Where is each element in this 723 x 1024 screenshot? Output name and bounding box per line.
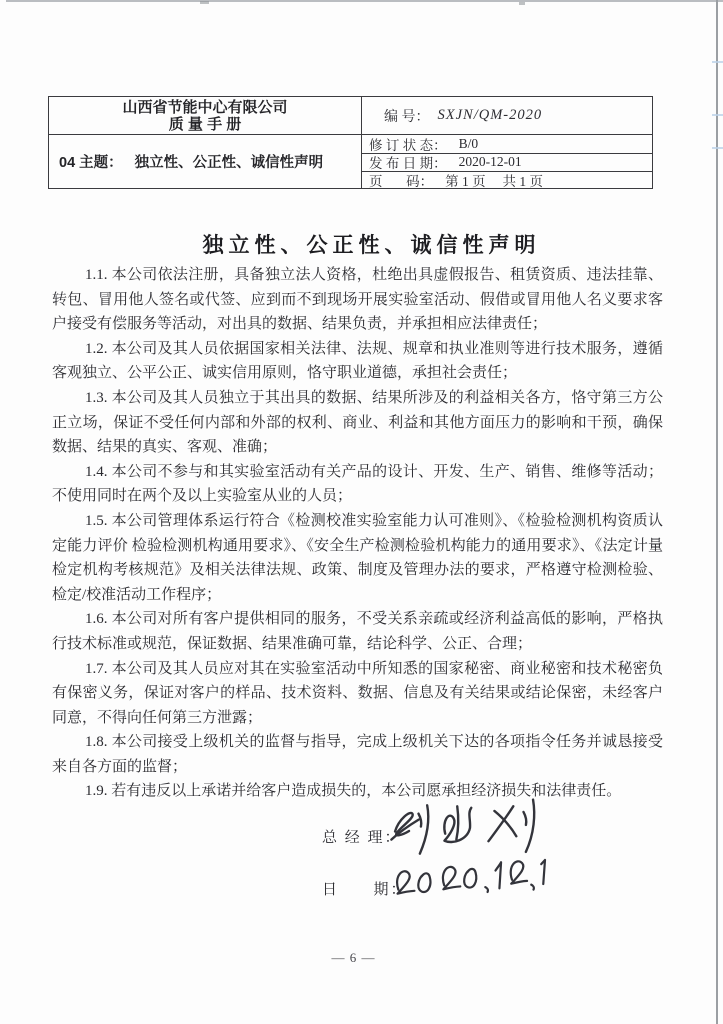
revision-status-cell bbox=[361, 134, 652, 153]
clause-1-1: 1.1. 本公司依法注册，具备独立法人资格，杜绝出具虚假报告、租赁资质、违法挂靠、转包、冒用他人签名或代签、应到而不到现场开展实验室活动、假借或冒用他人名义要求客户接受有偿服务等活动，对出具的数据、结果负责，并承担相应法律责任； bbox=[52, 267, 663, 333]
footer-page-number: — 6 — bbox=[331, 950, 376, 965]
clause-1-7: 1.7. 本公司及其人员应对其在实验室活动中所知悉的国家秘密、商业秘密和技术秘密负有保密义务，保证对客户的样品、技术资料、数据、信息及有关结果或结论保密，未经客户同意，不得向任何第三方泄露； bbox=[52, 660, 663, 726]
company-name: 山西省节能中心有限公司 bbox=[122, 98, 288, 116]
scan-right-edge-line bbox=[716, 0, 718, 1024]
topic-cell bbox=[49, 134, 361, 188]
clause-1-9: 1.9. 若有违反以上承诺并给客户造成损失的，本公司愿承担经济损失和法律责任。 bbox=[85, 783, 622, 800]
document-title: 独立性、公正性、诚信性声明 bbox=[202, 234, 541, 257]
general-manager-label: 总 经 理： bbox=[322, 830, 402, 846]
topic-value: 独立性、公正性、诚信性声明 bbox=[134, 155, 324, 171]
company-name-cell bbox=[49, 97, 361, 134]
header-table bbox=[48, 96, 653, 189]
issue-date-cell bbox=[361, 153, 652, 172]
scan-top-edge-line bbox=[6, 0, 723, 2]
scan-edge-tick bbox=[712, 147, 723, 149]
clause-1-4: 1.4. 本公司不参与和其实验室活动有关产品的设计、开发、生产、销售、维修等活动；不使用同时在两个及以上实验室从业的人员； bbox=[52, 463, 663, 505]
scan-edge-tick bbox=[712, 114, 723, 116]
scan-edge-tick bbox=[712, 61, 723, 63]
date-label: 日 期： bbox=[322, 882, 408, 898]
revision-status-value: B/0 bbox=[458, 135, 479, 151]
clause-1-5: 1.5. 本公司管理体系运行符合《检测校准实验室能力认可准则》、《检验检测机构资质认定能力评价 检验检测机构通用要求》、《安全生产检测检验机构能力的通用要求》、《法定计量检定机构考核规范》及相关法律法规、政策、制度及管理办法的要求，严格遵守检测检验、检定/校准活动工作程序； bbox=[52, 512, 663, 603]
clause-1-8: 1.8. 本公司接受上级机关的监督与指导，完成上级机关下达的各项指令任务并诚恳接受来自各方面的监督； bbox=[52, 734, 663, 775]
topic-label: 04 主题： bbox=[59, 155, 123, 171]
doc-number-label: 编 号： bbox=[384, 109, 430, 125]
doc-number-value: SXJN/QM-2020 bbox=[437, 107, 543, 123]
document-body bbox=[52, 263, 663, 804]
handwritten-date bbox=[387, 854, 549, 908]
page-number-cell bbox=[361, 171, 652, 188]
clause-1-2: 1.2. 本公司及其人员依据国家相关法律、法规、规章和执业准则等进行技术服务，遵循客观独立、公平公正、诚实信用原则，恪守职业道德，承担社会责任； bbox=[52, 340, 663, 382]
handwritten-signature-liu-chuli bbox=[382, 792, 549, 864]
revision-status-label: 修 订 状 态： bbox=[369, 137, 447, 153]
issue-date-value: 2020-12-01 bbox=[458, 154, 522, 170]
page-number-label: 页 码： bbox=[369, 174, 434, 188]
clause-1-6: 1.6. 本公司对所有客户提供相同的服务，不受关系亲疏或经济利益高低的影响，严格执行技术标准或规范，保证数据、结果准确可靠，结论科学、公正、合理； bbox=[52, 611, 663, 652]
scan-speck bbox=[519, 2, 525, 5]
doc-number-cell bbox=[361, 97, 652, 134]
page-number-value: 第 1 页 共 1 页 bbox=[445, 174, 543, 188]
scan-speck bbox=[200, 1, 209, 4]
issue-date-label: 发 布 日 期： bbox=[369, 156, 447, 171]
clause-1-3: 1.3. 本公司及其人员独立于其出具的数据、结果所涉及的利益相关各方，恪守第三方公正立场，保证不受任何内部和外部的权利、商业、利益和其他方面压力的影响和干预，确保数据、结果的真实、客观、准确； bbox=[52, 389, 663, 456]
manual-title: 质 量 手 册 bbox=[168, 115, 242, 133]
